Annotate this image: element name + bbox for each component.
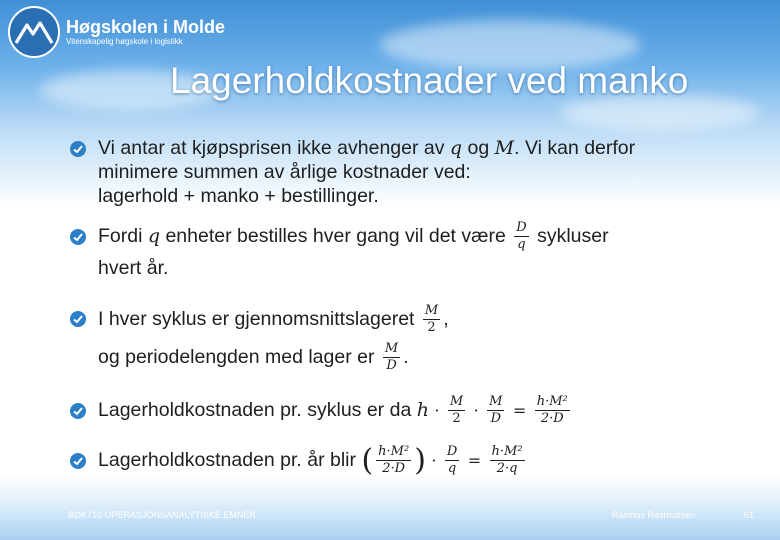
bullet-check-icon — [70, 141, 86, 157]
mountain-logo-icon — [8, 6, 60, 58]
bullet-text: hvert år. — [98, 257, 169, 279]
bullet-check-icon — [70, 403, 86, 419]
fraction-hM2-over-2q: $\frac{\text{h·M²}}{2\cdot q}$ — [491, 444, 523, 477]
bullet-item — [70, 390, 760, 440]
math-paren-open: ( — [361, 442, 374, 478]
math-operator: · — [431, 451, 437, 470]
fraction-M-over-2: $\frac{M}{2}$ — [424, 303, 439, 336]
bullet-text: . Vi kan derfor — [514, 137, 636, 159]
slide-title: Lagerholdkostnader ved manko — [170, 60, 689, 101]
math-var-q: q — [449, 137, 463, 159]
school-name: Høgskolen i Molde — [66, 17, 226, 37]
bullet-item — [70, 300, 760, 390]
math-operator: · — [473, 401, 479, 420]
math-operator: = — [467, 451, 482, 470]
math-var-q: q — [147, 225, 161, 247]
math-operator: · — [434, 401, 440, 420]
bullet-text: Lagerholdkostnaden pr. syklus er da — [98, 399, 412, 421]
footer-page-number: 61 — [744, 510, 755, 520]
bullet-text: lagerhold + manko + bestillinger. — [98, 185, 379, 207]
bullet-check-icon — [70, 229, 86, 245]
fraction-M-over-2: $\frac{M}{2}$ — [449, 394, 464, 427]
bullet-text: , — [443, 308, 449, 330]
bullet-item — [70, 440, 760, 490]
fraction-hM2-over-2D: $\frac{\text{h·M²}}{2\cdot D}$ — [378, 444, 410, 477]
fraction-hM2-over-2D: $\frac{\text{h·M²}}{2\cdot D}$ — [536, 394, 568, 427]
bullet-text: Lagerholdkostnaden pr. år blir — [98, 449, 357, 471]
bullet-item — [70, 218, 760, 300]
fraction-D-over-q: $\frac{D}{q}$ — [446, 444, 458, 477]
bullet-check-icon — [70, 311, 86, 327]
math-operator: = — [512, 401, 527, 420]
school-logo — [8, 6, 225, 58]
bullet-text: og — [467, 137, 490, 159]
bullet-text: . — [403, 346, 409, 368]
bullet-check-icon — [70, 453, 86, 469]
fraction-M-over-D: $\frac{M}{D}$ — [489, 394, 503, 427]
bullet-text: Fordi — [98, 225, 143, 247]
bullet-text: I hver syklus er gjennomsnittslageret — [98, 308, 415, 330]
bullet-list — [70, 136, 760, 490]
footer-course: BØK710 OPERASJONSANALYTISKE EMNER — [68, 510, 256, 520]
bullet-text: enheter bestilles hver gang vil det være — [165, 225, 506, 247]
fraction-D-over-q: $\frac{D}{q}$ — [516, 220, 527, 253]
bullet-text: sykluser — [537, 225, 609, 247]
math-var-M: M — [494, 137, 515, 159]
footer-author: Rasmus Rasmussen — [612, 510, 696, 520]
fraction-M-over-D: $\frac{M}{D}$ — [384, 341, 399, 374]
math-paren-close: ) — [414, 442, 426, 478]
bullet-text: minimere summen av årlige kostnader ved: — [98, 161, 471, 183]
bullet-text: Vi antar at kjøpsprisen ikke avhenger av — [98, 137, 445, 159]
bullet-item — [70, 136, 760, 218]
school-tagline: Vitenskapelig høgskole i logistikk — [66, 37, 183, 46]
math-var-h: h — [416, 399, 429, 421]
bullet-text: og periodelengden med lager er — [98, 346, 375, 368]
